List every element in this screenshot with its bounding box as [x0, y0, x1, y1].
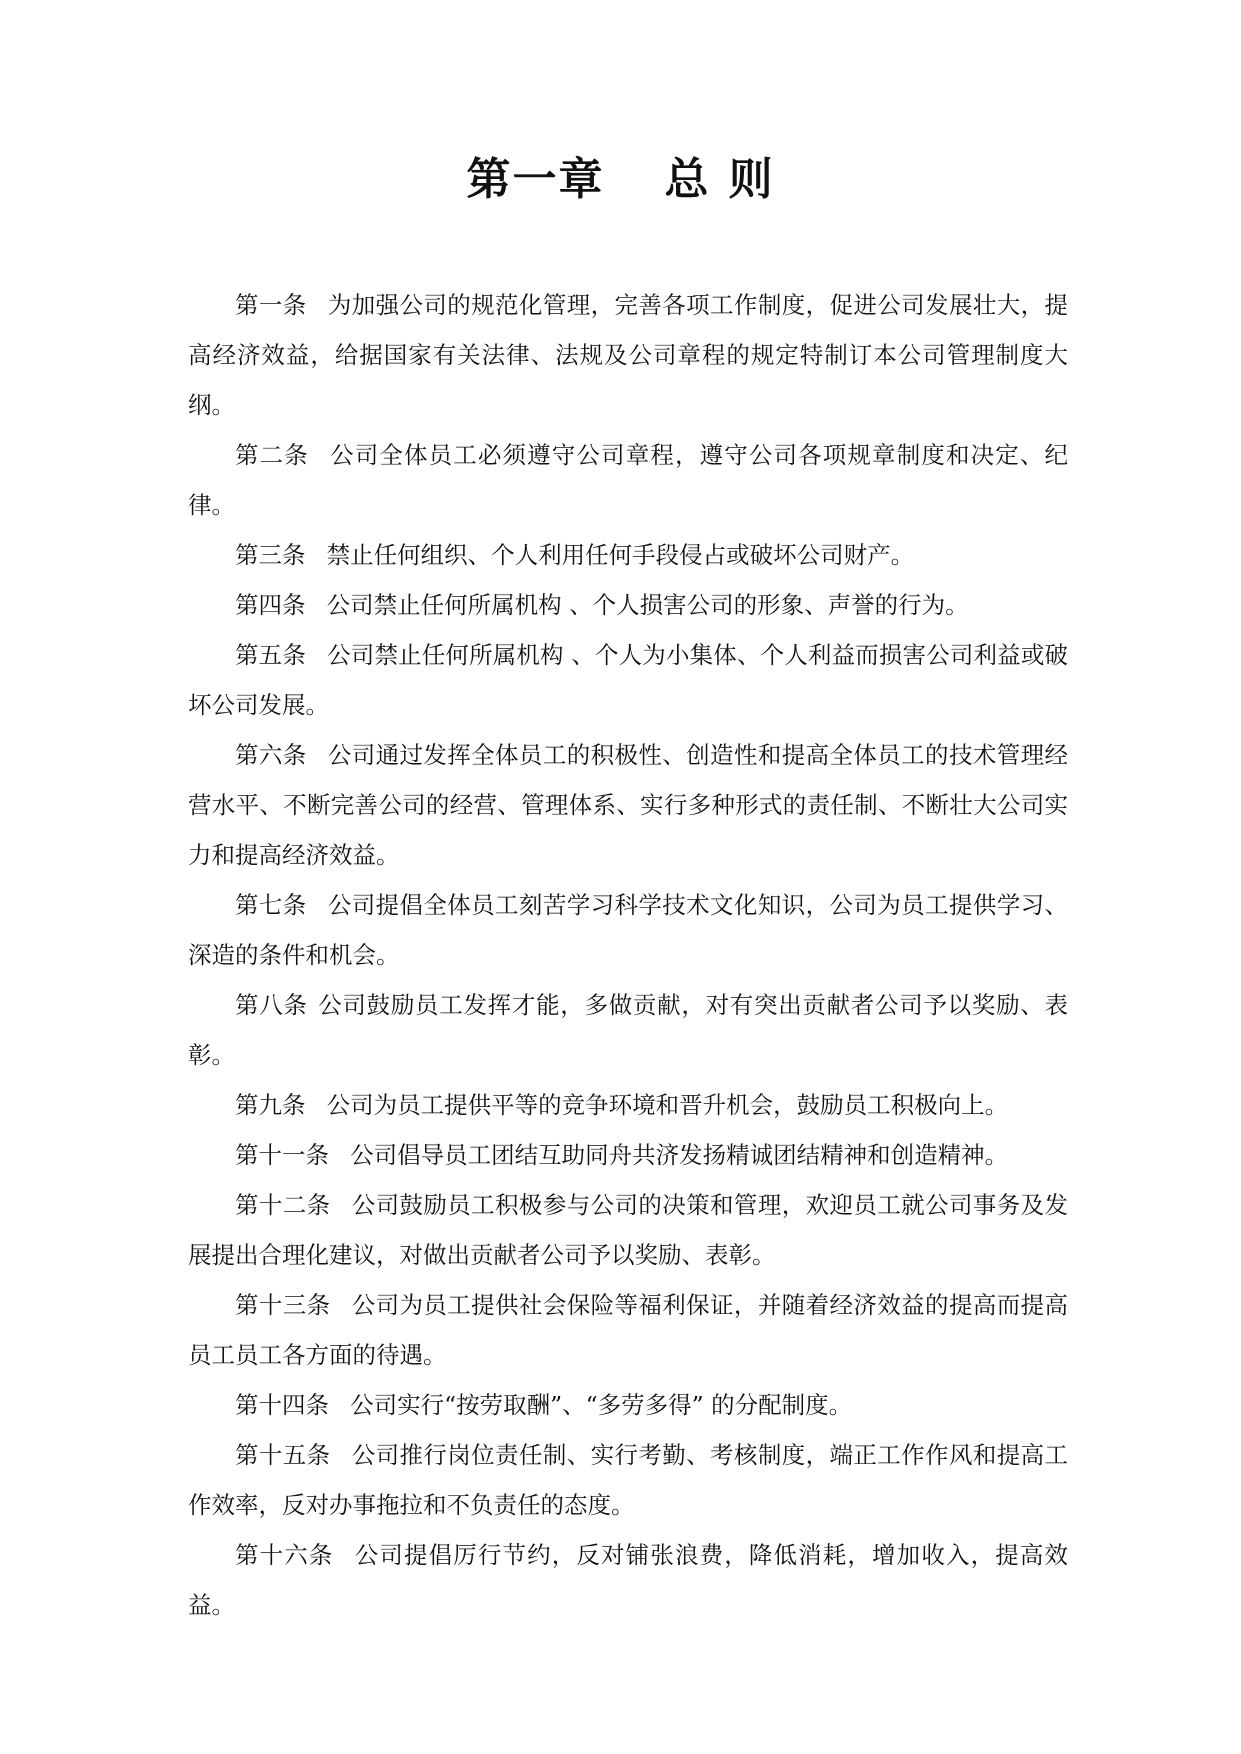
chapter-word-1: 总 [664, 154, 711, 205]
article-6 [188, 730, 1068, 880]
article-5 [188, 630, 1068, 730]
article-label: 第十一条 [235, 1141, 329, 1169]
article-label: 第二条 [235, 441, 309, 469]
chapter-body [188, 280, 1068, 1630]
article-label: 第三条 [235, 541, 306, 569]
article-label: 第一条 [235, 291, 307, 319]
article-label: 第八条 [235, 991, 308, 1019]
article-label: 第五条 [235, 641, 306, 669]
article-text: 禁止任何组织、个人利用任何手段侵占或破坏公司财产。 [326, 541, 915, 569]
article-label: 第十二条 [235, 1191, 331, 1219]
article-label: 第十三条 [235, 1291, 331, 1319]
article-12 [188, 1180, 1068, 1280]
article-text: 为加强公司的规范化管理，完善各项工作制度，促进公司发展壮大，提高经济效益，给据国家有关法律、法规及公司章程的规定特制订本公司管理制度大纲。 [188, 291, 1069, 419]
chapter-number: 第一章 [466, 154, 605, 205]
article-label: 第十五条 [235, 1441, 331, 1469]
article-text: 公司推行岗位责任制、实行考勤、考核制度，端正工作作风和提高工作效率，反对办事拖拉和不负责任的态度。 [188, 1441, 1069, 1519]
article-text: 公司为员工提供平等的竞争环境和晋升机会，鼓励员工积极向上。 [326, 1091, 1009, 1119]
chapter-title [0, 148, 1241, 212]
article-label: 第十四条 [235, 1391, 329, 1419]
article-text: 公司提倡厉行节约，反对铺张浪费，降低消耗，增加收入，提高效益。 [188, 1541, 1069, 1619]
article-7 [188, 880, 1068, 980]
article-13 [188, 1280, 1068, 1380]
article-4 [188, 580, 1068, 630]
article-text: 公司实行“按劳取酬”、“多劳多得” 的分配制度。 [350, 1391, 853, 1419]
article-label: 第四条 [235, 591, 306, 619]
article-15 [188, 1430, 1068, 1530]
article-label: 第七条 [235, 891, 307, 919]
article-1 [188, 280, 1068, 430]
article-9 [188, 1080, 1068, 1130]
article-text: 公司为员工提供社会保险等福利保证，并随着经济效益的提高而提高员工员工各方面的待遇。 [188, 1291, 1069, 1369]
article-text: 公司鼓励员工积极参与公司的决策和管理，欢迎员工就公司事务及发展提出合理化建议，对做出贡献者公司予以奖励、表彰。 [188, 1191, 1069, 1269]
article-3 [188, 530, 1068, 580]
chapter-word-2: 则 [728, 154, 775, 205]
article-2 [188, 430, 1068, 530]
article-text: 公司鼓励员工发挥才能，多做贡献，对有突出贡献者公司予以奖励、表彰。 [188, 991, 1069, 1069]
article-8 [188, 980, 1068, 1080]
article-text: 公司全体员工必须遵守公司章程，遵守公司各项规章制度和决定、纪律。 [188, 441, 1069, 519]
article-16 [188, 1530, 1068, 1630]
article-label: 第十六条 [235, 1541, 334, 1569]
article-text: 公司通过发挥全体员工的积极性、创造性和提高全体员工的技术管理经营水平、不断完善公司的经营、管理体系、实行多种形式的责任制、不断壮大公司实力和提高经济效益。 [188, 741, 1069, 869]
article-label: 第六条 [235, 741, 307, 769]
article-14 [188, 1380, 1068, 1430]
article-label: 第九条 [235, 1091, 306, 1119]
article-text: 公司禁止任何所属机构 、个人为小集体、个人利益而损害公司利益或破坏公司发展。 [188, 641, 1068, 719]
article-text: 公司倡导员工团结互助同舟共济发扬精诚团结精神和创造精神。 [350, 1141, 1009, 1169]
article-11 [188, 1130, 1068, 1180]
article-text: 公司禁止任何所属机构 、个人损害公司的形象、声誉的行为。 [326, 591, 969, 619]
article-text: 公司提倡全体员工刻苦学习科学技术文化知识，公司为员工提供学习、深造的条件和机会。 [188, 891, 1069, 969]
